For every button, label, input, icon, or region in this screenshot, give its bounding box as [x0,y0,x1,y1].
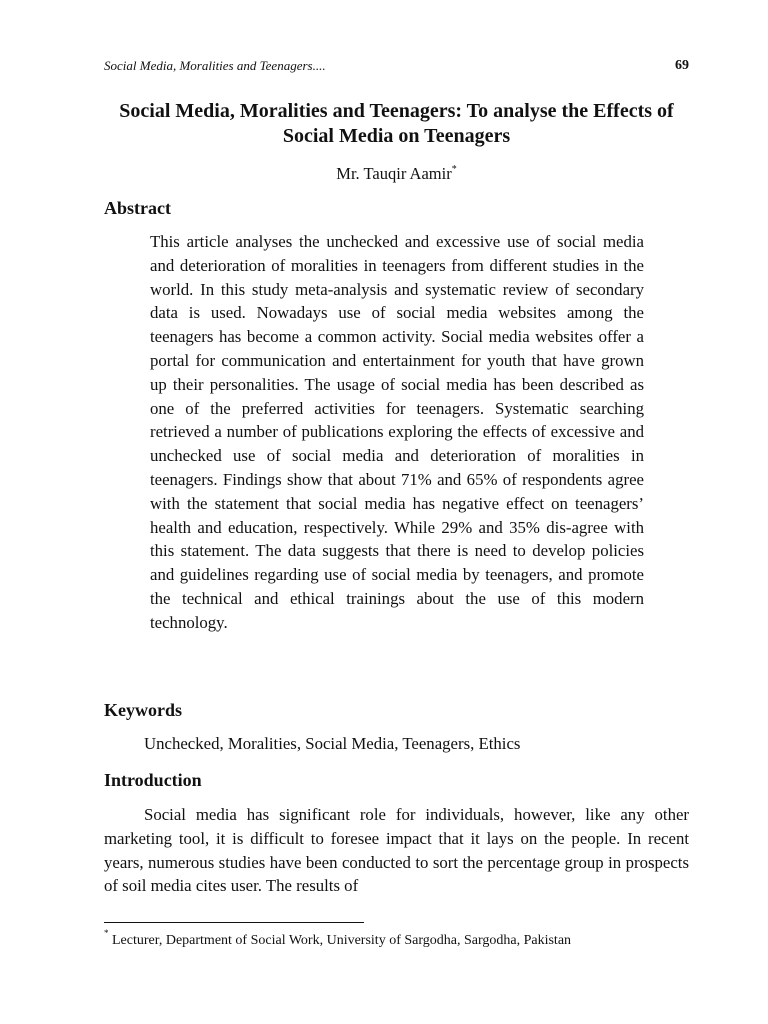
abstract-heading: Abstract [104,198,171,218]
author-footnote-marker: * [451,163,457,175]
introduction-text: Social media has significant role for individuals, however, like any other marketing tool, it is difficult to foresee impact that it lays on the people. In recent years, numerous studies have been conducted to sort the percentage group in prospects of soil media cites user. The results of [104,805,689,896]
running-title: Social Media, Moralities and Teenagers.... [104,58,326,73]
footnote-text: Lecturer, Department of Social Work, University of Sargodha, Sargodha, Pakistan [108,933,572,948]
footnote-marker: * [104,928,109,939]
author-name: Mr. Tauqir Aamir [336,164,452,183]
keywords-text: Unchecked, Moralities, Social Media, Teenagers, Ethics [144,734,521,753]
footnote [104,928,689,950]
page-number: 69 [675,58,689,73]
abstract-text: This article analyses the unchecked and excessive use of social media and deterioration of moralities in teenagers from different studies in the world. In this study meta-analysis and systematic review of secondary data is used. Nowadays use of social media websites among the teenagers has become a common activity. Social media websites offer a portal for communication and entertainment for youth that have grown up their personalities. The usage of social media has been described as one of the preferred activities for teenagers. Systematic searching retrieved a number of publications exploring the effects of excessive and unchecked use of social media and deterioration of moralities in teenagers. Findings show that about 71% and 65% of respondents agree with the statement that social media has negative effect on teenagers’ health and education, respectively. While 29% and 35% dis-agree with this statement. The data suggests that there is need to develop policies and guidelines regarding use of social media by teenagers, and promote the technical and ethical trainings about the use of this modern technology. [150,232,644,632]
footnote-divider [104,922,364,923]
article-title: Social Media, Moralities and Teenagers: To analyse the Effects of Social Media on Teenagers [119,100,674,147]
introduction-heading: Introduction [104,770,202,790]
keywords-heading: Keywords [104,700,182,720]
running-header [104,56,689,76]
author-line [104,163,689,185]
